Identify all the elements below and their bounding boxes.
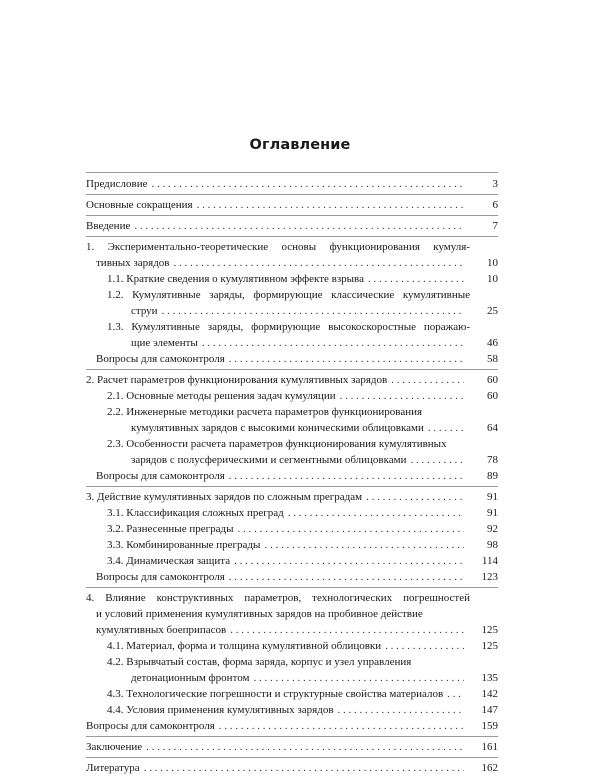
toc-entry-page: 135 xyxy=(481,672,498,684)
toc-entry-title: и условий применения кумулятивных зарядов на пробивное действие xyxy=(96,608,423,620)
toc-entry-line[interactable] xyxy=(86,239,498,255)
dot-leader xyxy=(254,670,465,686)
toc-entry-title: 2.2. Инженерные методики расчета параметров функционирования xyxy=(107,406,423,418)
toc-entry[interactable] xyxy=(86,420,498,436)
toc-entry-title: 3.4. Динамическая защита xyxy=(107,555,231,567)
toc-entry-title: щие элементы xyxy=(131,337,198,349)
dot-leader xyxy=(366,489,464,505)
toc-entry-title: 1.1. Краткие сведения о кумулятивном эффекте взрыва xyxy=(107,273,364,285)
toc-entry-title: кумулятивных зарядов с высокими коническими облицовками xyxy=(131,422,424,434)
toc-entry-title: 4.3. Технологические погрешности и структурные свойства материалов xyxy=(107,688,444,700)
dot-leader xyxy=(134,218,464,234)
toc-entry-title: Вопросы для самоконтроля xyxy=(96,571,225,583)
toc-entry-page: 91 xyxy=(487,507,498,519)
dot-leader xyxy=(234,553,464,569)
dot-leader xyxy=(338,702,464,718)
dot-leader xyxy=(146,739,464,755)
toc-entry-line[interactable] xyxy=(86,590,498,606)
toc-entry-title: 3.1. Классификация сложных преград xyxy=(107,507,284,519)
toc-entry-page: 142 xyxy=(481,688,498,700)
toc-entry-page: 78 xyxy=(487,454,498,466)
toc-entry-title: 4.1. Материал, форма и толщина кумулятивной облицовки xyxy=(107,640,382,652)
dot-leader xyxy=(237,521,464,537)
toc-entry-title: струи xyxy=(131,305,158,317)
page-title: Оглавление xyxy=(249,137,351,153)
dot-leader xyxy=(202,335,464,351)
toc-entry-title: кумулятивных боеприпасов xyxy=(96,624,227,636)
toc-entry[interactable] xyxy=(86,218,498,234)
toc-entry[interactable] xyxy=(86,569,498,585)
toc-block-chapter-1 xyxy=(86,236,498,367)
toc-entry-title: детонационным фронтом xyxy=(131,672,250,684)
toc-block-literature xyxy=(86,757,498,776)
dot-leader xyxy=(229,569,464,585)
toc-entry[interactable] xyxy=(86,372,498,388)
toc-entry[interactable] xyxy=(86,521,498,537)
toc-entry-line[interactable] xyxy=(86,654,498,670)
dot-leader xyxy=(447,686,464,702)
toc-block-conclusion xyxy=(86,736,498,755)
toc-entry-page: 147 xyxy=(481,704,498,716)
toc-entry-page: 10 xyxy=(487,273,498,285)
toc-entry[interactable] xyxy=(86,622,498,638)
toc-entry-title: 4. Влияние конструктивных параметров, технологических погрешностей xyxy=(86,592,470,604)
toc-entry-page: 114 xyxy=(481,555,498,567)
toc-entry-title: Предисловие xyxy=(86,178,148,190)
toc-entry[interactable] xyxy=(86,739,498,755)
toc-entry-page: 10 xyxy=(487,257,498,269)
toc-entry[interactable] xyxy=(86,176,498,192)
toc-entry-page: 91 xyxy=(487,491,498,503)
toc-entry-title: Литература xyxy=(86,762,140,774)
toc-entry[interactable] xyxy=(86,702,498,718)
dot-leader xyxy=(230,622,464,638)
toc-entry[interactable] xyxy=(86,537,498,553)
dot-leader xyxy=(340,388,464,404)
toc-entry[interactable] xyxy=(86,686,498,702)
toc-entry-page: 6 xyxy=(492,199,498,211)
toc-entry-title: 4.2. Взрывчатый состав, форма заряда, корпус и узел управления xyxy=(107,656,412,668)
toc-entry-title: Заключение xyxy=(86,741,143,753)
dot-leader xyxy=(197,197,464,213)
toc-entry-page: 60 xyxy=(487,374,498,386)
table-of-contents xyxy=(86,172,498,776)
toc-entry-page: 25 xyxy=(487,305,498,317)
toc-entry-title: 2.3. Особенности расчета параметров функционирования кумулятивных xyxy=(107,438,447,450)
toc-entry-title: 1.3. Кумулятивные заряды, формирующие высокоскоростные поражаю- xyxy=(107,321,470,333)
dot-leader xyxy=(428,420,464,436)
toc-entry-page: 64 xyxy=(487,422,498,434)
dot-leader xyxy=(174,255,465,271)
toc-entry-page: 89 xyxy=(487,470,498,482)
toc-entry-page: 3 xyxy=(492,178,498,190)
toc-entry[interactable] xyxy=(86,255,498,271)
toc-entry-page: 125 xyxy=(481,640,498,652)
dot-leader xyxy=(264,537,464,553)
toc-entry[interactable] xyxy=(86,197,498,213)
toc-entry[interactable] xyxy=(86,718,498,734)
toc-block-abbreviations xyxy=(86,194,498,213)
toc-block-chapter-2 xyxy=(86,369,498,484)
dot-leader xyxy=(288,505,464,521)
toc-entry[interactable] xyxy=(86,670,498,686)
toc-entry-page: 7 xyxy=(492,220,498,232)
toc-entry-page: 161 xyxy=(481,741,498,753)
dot-leader xyxy=(368,271,464,287)
toc-entry-line[interactable] xyxy=(86,287,498,303)
toc-entry[interactable] xyxy=(86,505,498,521)
toc-entry-line[interactable] xyxy=(86,319,498,335)
toc-entry-title: тивных зарядов xyxy=(96,257,170,269)
toc-entry-title: 2.1. Основные методы решения задач кумуляции xyxy=(107,390,336,402)
toc-entry-title: Вопросы для самоконтроля xyxy=(96,353,225,365)
dot-leader xyxy=(144,760,464,776)
toc-entry[interactable] xyxy=(86,452,498,468)
toc-entry-title: 2. Расчет параметров функционирования кумулятивных зарядов xyxy=(86,374,388,386)
toc-entry-title: Вопросы для самоконтроля xyxy=(96,470,225,482)
toc-block-chapter-3 xyxy=(86,486,498,585)
toc-entry-title: Основные сокращения xyxy=(86,199,193,211)
toc-entry-page: 125 xyxy=(481,624,498,636)
toc-entry-title: 4.4. Условия применения кумулятивных зарядов xyxy=(107,704,334,716)
toc-entry-page: 98 xyxy=(487,539,498,551)
toc-entry-line[interactable] xyxy=(86,404,498,420)
dot-leader xyxy=(162,303,464,319)
toc-block-chapter-4 xyxy=(86,587,498,734)
toc-entry[interactable] xyxy=(86,638,498,654)
toc-entry-title: 1.2. Кумулятивные заряды, формирующие классические кумулятивные xyxy=(107,289,470,301)
toc-entry-page: 58 xyxy=(487,353,498,365)
toc-block-preface xyxy=(86,172,498,192)
toc-entry-page: 60 xyxy=(487,390,498,402)
dot-leader xyxy=(391,372,464,388)
dot-leader xyxy=(385,638,464,654)
toc-entry-title: Вопросы для самоконтроля xyxy=(86,720,215,732)
toc-entry[interactable] xyxy=(86,303,498,319)
toc-entry-title: 3. Действие кумулятивных зарядов по сложным преградам xyxy=(86,491,363,503)
toc-entry[interactable] xyxy=(86,351,498,367)
toc-entry-title: 3.3. Комбинированные преграды xyxy=(107,539,261,551)
toc-entry-line[interactable] xyxy=(86,606,498,622)
toc-entry-title: 1. Экспериментально-теоретические основы функционирования кумуля- xyxy=(86,241,470,253)
dot-leader xyxy=(152,176,465,192)
toc-entry[interactable] xyxy=(86,468,498,484)
toc-entry-page: 159 xyxy=(481,720,498,732)
toc-entry-title: Введение xyxy=(86,220,131,232)
toc-entry[interactable] xyxy=(86,335,498,351)
toc-entry[interactable] xyxy=(86,388,498,404)
toc-entry-page: 46 xyxy=(487,337,498,349)
toc-entry-title: зарядов с полусферическими и сегментными облицовками xyxy=(131,454,407,466)
toc-block-introduction xyxy=(86,215,498,234)
toc-entry[interactable] xyxy=(86,489,498,505)
toc-entry-line[interactable] xyxy=(86,436,498,452)
dot-leader xyxy=(229,468,464,484)
toc-entry[interactable] xyxy=(86,760,498,776)
toc-entry[interactable] xyxy=(86,553,498,569)
toc-entry-title: 3.2. Разнесенные преграды xyxy=(107,523,234,535)
toc-entry[interactable] xyxy=(86,271,498,287)
dot-leader xyxy=(411,452,464,468)
toc-entry-page: 92 xyxy=(487,523,498,535)
toc-entry-page: 162 xyxy=(481,762,498,774)
toc-entry-page: 123 xyxy=(481,571,498,583)
dot-leader xyxy=(229,351,464,367)
dot-leader xyxy=(219,718,464,734)
